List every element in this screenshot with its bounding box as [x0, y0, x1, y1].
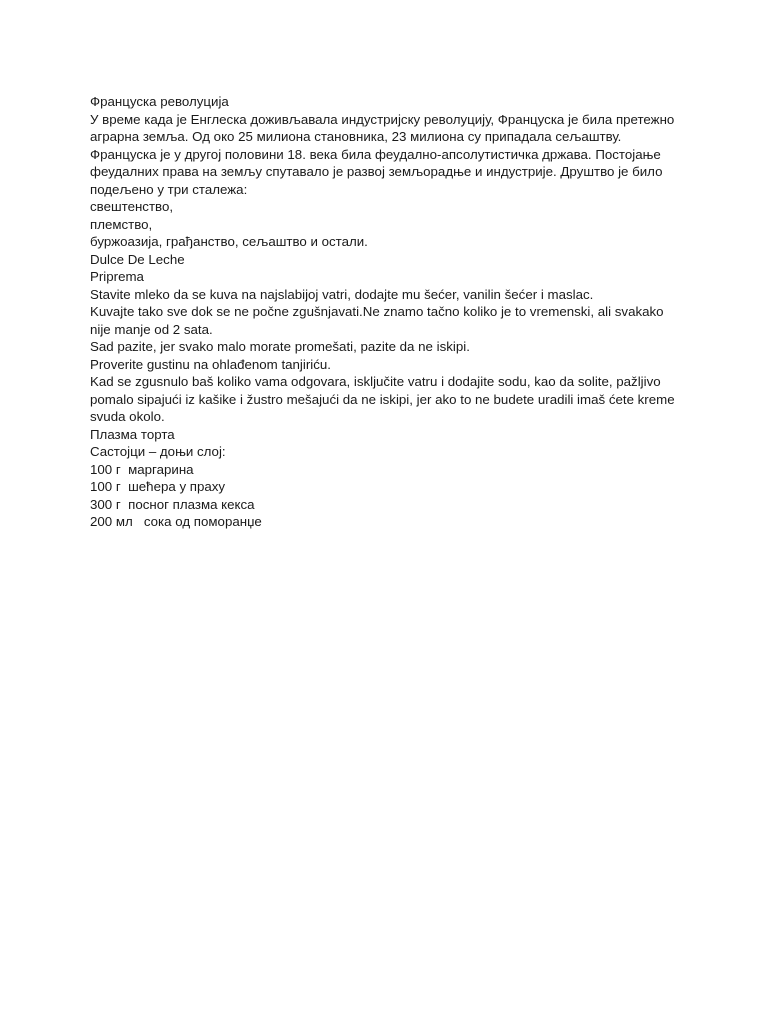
ingredient-sugar: 100 г шећера у праху — [90, 479, 226, 494]
ingredients-heading: Састојци – доњи слој: — [90, 444, 226, 459]
recipe-step-3: Sad pazite, jer svako malo morate promešati, pazite da ne iskipi. — [90, 339, 470, 354]
recipe-step-5: Kad se zgusnulo baš koliko vama odgovara, isključite vatru i dodajite sodu, kao da solite, pažljivo pomalo sipajući iz kašike i žustro mešajući da ne iskipi, jer ako to ne budete uradili imaš ćete kreme svuda okolo. — [90, 374, 679, 424]
estate-clergy: свештенство, — [90, 199, 174, 214]
heading-french-revolution: Француска револуција — [90, 94, 229, 109]
ingredient-biscuits: 300 г посног плазма кекса — [90, 496, 255, 512]
paragraph-french-revolution: У време када је Енглеска доживљавала индустријску револуцију, Француска је била претежно аграрна земља. Од око 25 милиона становника, 23 милиона су припадала сељаштву. Француска је у другој половини 18. века била феудално-апсолутистичка држава. Постојање феудалних права на земљу спутавало је развој земљорадње и индустрије. Друштво је било подељено у три сталежа: — [90, 111, 679, 197]
recipe-step-1: Stavite mleko da se kuva na najslabijoj vatri, dodajte mu šećer, vanilin šećer i maslac. — [90, 286, 594, 302]
estate-third: буржоазија, грађанство, сељаштво и остали. — [90, 234, 368, 249]
recipe-step-4: Proverite gustinu na ohlađenom tanjiriću. — [90, 356, 331, 372]
ingredient-margarine: 100 г маргарина — [90, 461, 194, 477]
ingredient-orange-juice: 200 мл сока од поморанџе — [90, 514, 262, 529]
heading-dulce-de-leche: Dulce De Leche — [90, 251, 185, 267]
document-body — [90, 93, 680, 531]
heading-plazma-torta: Плазма торта — [90, 426, 175, 442]
estate-nobility: племство, — [90, 216, 153, 232]
subheading-priprema: Priprema — [90, 269, 144, 284]
recipe-step-2: Kuvajte tako sve dok se ne počne zgušnjavati.Ne znamo tačno koliko je to vremenski, ali svakako nije manje od 2 sata. — [90, 304, 668, 337]
